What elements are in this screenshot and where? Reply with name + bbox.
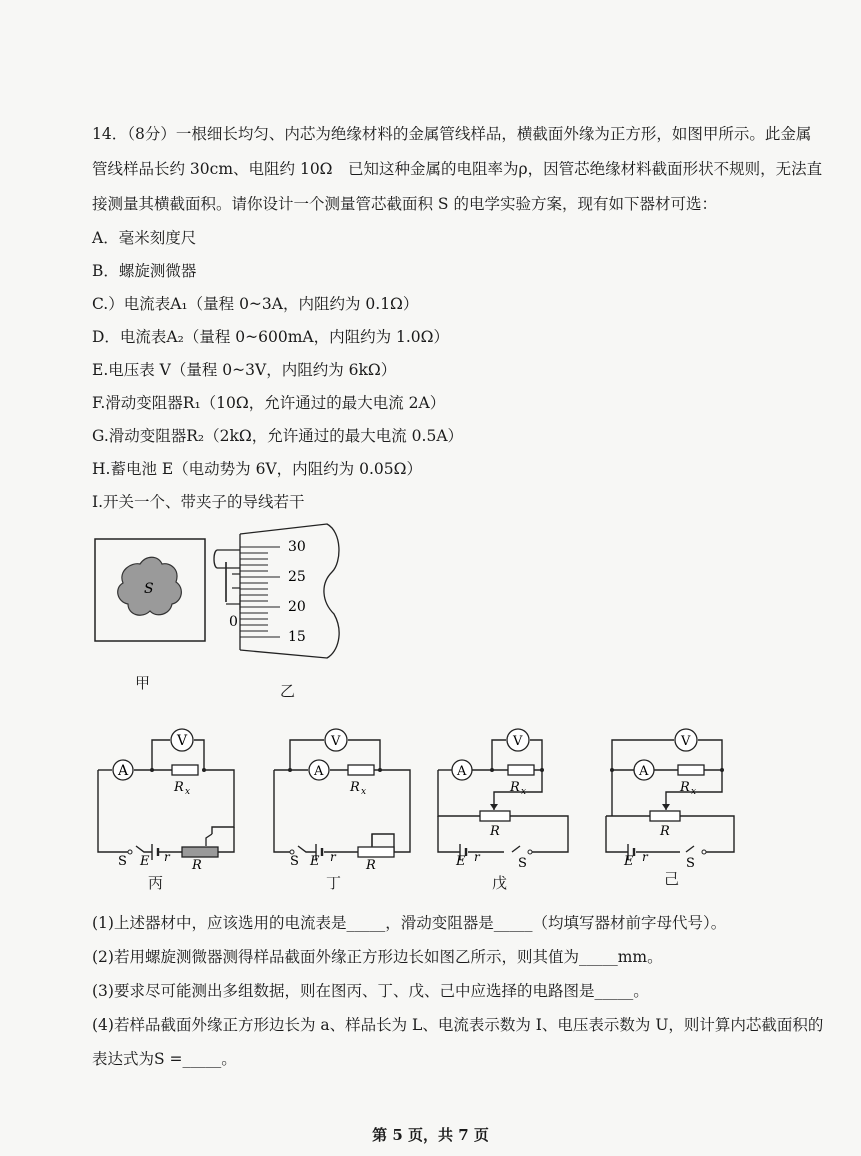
question-intro-line-3: 接测量其横截面积。请你设计一个测量管芯截面积 S 的电学实验方案，现有如下器材可选： bbox=[92, 195, 717, 213]
circuit-wu bbox=[434, 722, 574, 872]
svg-text:V: V bbox=[177, 733, 188, 749]
svg-text:A: A bbox=[314, 764, 324, 779]
circuit-bing-label: 丙 bbox=[148, 874, 164, 892]
option-a: A．毫米刻度尺 bbox=[92, 229, 197, 247]
option-h: H.蓄电池 E（电动势为 6V，内阻约为 0.05Ω） bbox=[92, 460, 422, 478]
svg-text:E: E bbox=[140, 854, 150, 869]
svg-text:S: S bbox=[686, 856, 695, 871]
circuit-wu-label: 戊 bbox=[492, 874, 508, 892]
svg-text:R: R bbox=[192, 858, 202, 872]
option-d: D．电流表A₂（量程 0~600mA，内阻约为 1.0Ω） bbox=[92, 328, 450, 346]
option-i: I.开关一个、带夹子的导线若干 bbox=[92, 493, 305, 511]
svg-text:R: R bbox=[350, 780, 360, 795]
svg-text:E: E bbox=[624, 854, 634, 869]
sub-question-4: (4)若样品截面外缘正方形边长为 a、样品长为 L、电流表示数为 I、电压表示数为 U，则计算内芯截面积的 bbox=[92, 1016, 824, 1034]
svg-text:A: A bbox=[639, 764, 649, 779]
figure-yi-label: 乙 bbox=[280, 682, 296, 700]
figure-jia-cross-section bbox=[94, 538, 206, 642]
rheostat bbox=[182, 847, 218, 857]
svg-text:r: r bbox=[164, 850, 170, 864]
svg-text:R: R bbox=[660, 824, 670, 839]
svg-text:E: E bbox=[456, 854, 466, 869]
figure-yi-micrometer bbox=[212, 522, 352, 662]
sub-question-2: (2)若用螺旋测微器测得样品截面外缘正方形边长如图乙所示，则其值为_____mm。 bbox=[92, 948, 663, 966]
svg-text:r: r bbox=[474, 850, 480, 864]
micrometer-zero: 0 bbox=[229, 614, 238, 630]
svg-text:S: S bbox=[518, 856, 527, 871]
option-b: B．螺旋测微器 bbox=[92, 262, 197, 280]
question-intro-line-1: 14．（8分）一根细长均匀、内芯为绝缘材料的金属管线样品，横截面外缘为正方形，如图甲所示。此金属 bbox=[92, 125, 812, 143]
svg-text:R: R bbox=[174, 780, 184, 795]
svg-text:S: S bbox=[118, 854, 127, 869]
svg-text:x: x bbox=[521, 787, 527, 797]
svg-text:x: x bbox=[691, 787, 697, 797]
option-g: G.滑动变阻器R₂（2kΩ，允许通过的最大电流 0.5A） bbox=[92, 427, 464, 445]
svg-text:R: R bbox=[680, 780, 690, 795]
svg-text:S: S bbox=[290, 854, 299, 869]
figure-jia-label: 甲 bbox=[135, 674, 151, 692]
question-intro-line-2: 管线样品长约 30cm、电阻约 10Ω 已知这种金属的电阻率为ρ，因管芯绝缘材料截面形状不规则，无法直 bbox=[92, 160, 823, 178]
svg-text:E: E bbox=[310, 854, 320, 869]
circuit-ding-label: 丁 bbox=[326, 874, 342, 892]
rheostat bbox=[358, 847, 394, 857]
sub-question-1: (1)上述器材中，应该选用的电流表是_____，滑动变阻器是_____（均填写器材前字母代号）。 bbox=[92, 914, 727, 932]
svg-text:A: A bbox=[118, 763, 129, 779]
svg-text:r: r bbox=[642, 850, 648, 864]
svg-text:V: V bbox=[681, 734, 691, 749]
svg-text:x: x bbox=[185, 787, 191, 797]
micrometer-scale-20: 20 bbox=[288, 599, 306, 615]
circuit-ding bbox=[268, 722, 418, 872]
circuit-ji-label: 己 bbox=[664, 870, 680, 888]
svg-text:V: V bbox=[513, 734, 523, 749]
resistor-rx bbox=[348, 765, 374, 775]
resistor-rx bbox=[508, 765, 534, 775]
micrometer-scale-30: 30 bbox=[288, 539, 306, 555]
micrometer-scale-25: 25 bbox=[288, 569, 306, 585]
svg-text:x: x bbox=[361, 787, 367, 797]
circuit-bing bbox=[92, 722, 242, 872]
option-e: E.电压表 V（量程 0~3V，内阻约为 6kΩ） bbox=[92, 361, 397, 379]
svg-text:A: A bbox=[457, 764, 467, 779]
page-footer: 第 5 页，共 7 页 bbox=[372, 1126, 489, 1144]
rheostat bbox=[480, 811, 510, 821]
svg-text:R: R bbox=[366, 858, 376, 872]
option-f: F.滑动变阻器R₁（10Ω，允许通过的最大电流 2A） bbox=[92, 394, 446, 412]
option-c: C.）电流表A₁（量程 0~3A，内阻约为 0.1Ω） bbox=[92, 295, 419, 313]
resistor-rx bbox=[172, 765, 198, 775]
sub-question-4-cont: 表达式为S =_____。 bbox=[92, 1050, 237, 1068]
svg-text:r: r bbox=[330, 850, 336, 864]
circuit-ji bbox=[600, 722, 740, 872]
svg-text:V: V bbox=[331, 734, 341, 749]
resistor-rx bbox=[678, 765, 704, 775]
svg-text:R: R bbox=[510, 780, 520, 795]
rheostat bbox=[650, 811, 680, 821]
micrometer-scale-15: 15 bbox=[288, 629, 306, 645]
figure-jia-s-label: S bbox=[144, 581, 154, 597]
svg-text:R: R bbox=[490, 824, 500, 839]
sub-question-3: (3)要求尽可能测出多组数据，则在图丙、丁、戊、己中应选择的电路图是_____。 bbox=[92, 982, 649, 1000]
